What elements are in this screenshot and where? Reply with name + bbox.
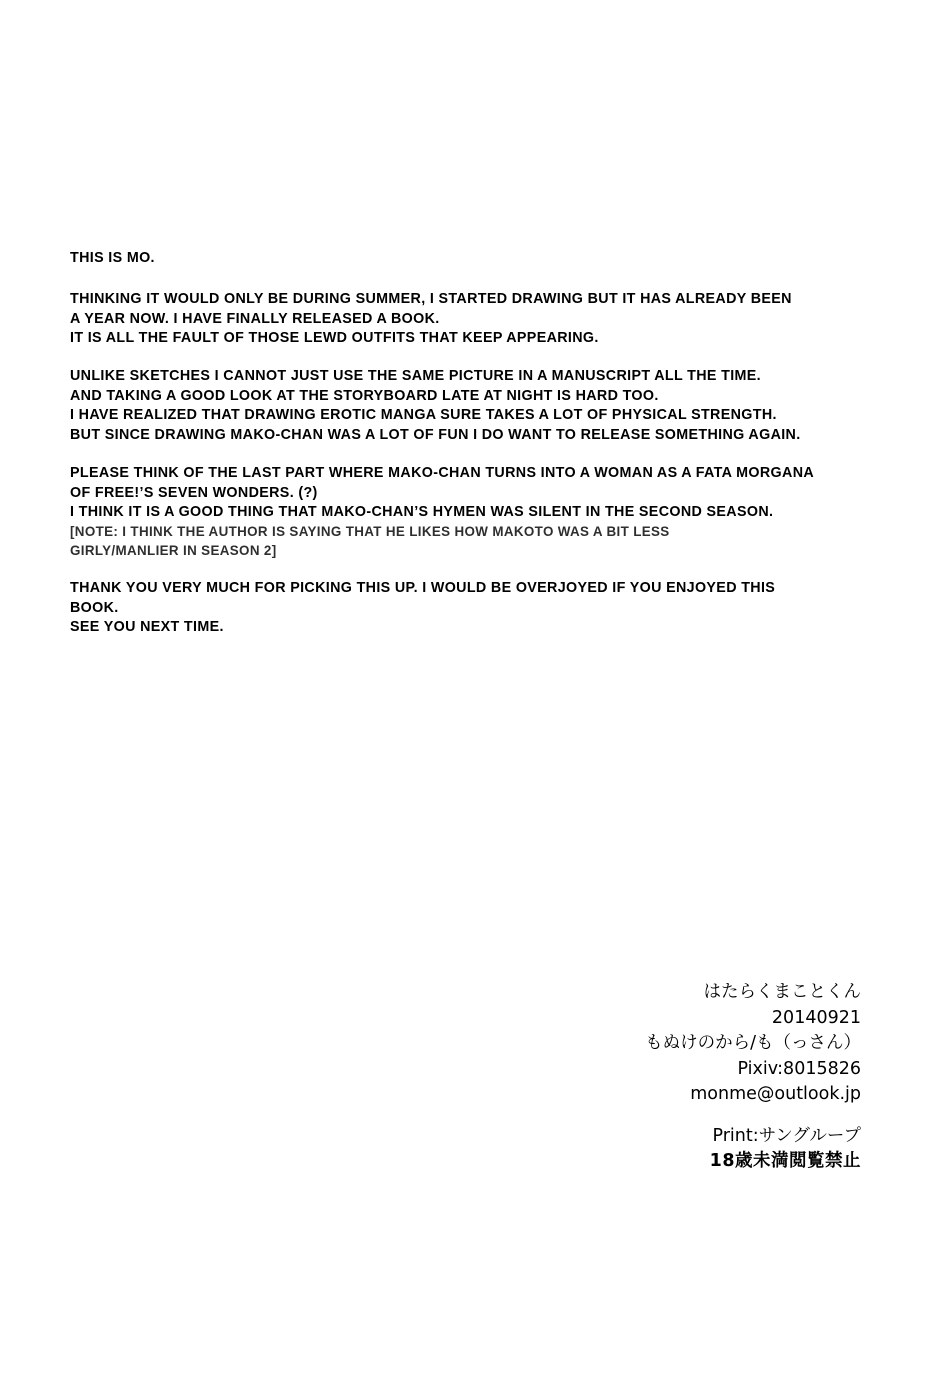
- colophon-spacer: [461, 1108, 861, 1124]
- text-line: THANK YOU VERY MUCH FOR PICKING THIS UP. I WOULD BE OVERJOYED IF YOU ENJOYED THIS: [70, 578, 776, 596]
- text-line: OF FREE!’S SEVEN WONDERS. (?): [70, 483, 318, 501]
- afterword-paragraph-greeting: [70, 248, 860, 268]
- translator-note-line: [NOTE: I THINK THE AUTHOR IS SAYING THAT HE LIKES HOW MAKOTO WAS A BIT LESS: [70, 522, 670, 539]
- text-line: BOOK.: [70, 598, 119, 616]
- text-line: A YEAR NOW. I HAVE FINALLY RELEASED A BOOK.: [70, 309, 440, 327]
- afterword-paragraph-story-note: [70, 463, 860, 562]
- afterword-paragraph-process: [70, 366, 860, 445]
- text-line: I THINK IT IS A GOOD THING THAT MAKO-CHAN’S HYMEN WAS SILENT IN THE SECOND SEASON.: [70, 503, 774, 521]
- text-line: I HAVE REALIZED THAT DRAWING EROTIC MANGA SURE TAKES A LOT OF PHYSICAL STRENGTH.: [70, 406, 777, 424]
- colophon-block: [461, 980, 861, 1175]
- colophon-age-warning: 18歳未満閲覧禁止: [709, 1151, 861, 1171]
- text-line: SEE YOU NEXT TIME.: [70, 618, 224, 636]
- text-line: THIS IS MO.: [70, 249, 155, 267]
- afterword-paragraph-intro: [70, 289, 860, 348]
- text-line: UNLIKE SKETCHES I CANNOT JUST USE THE SAME PICTURE IN A MANUSCRIPT ALL THE TIME.: [70, 367, 761, 385]
- translator-note-line: GIRLY/MANLIER IN SEASON 2]: [70, 542, 277, 559]
- text-line: BUT SINCE DRAWING MAKO-CHAN WAS A LOT OF FUN I DO WANT TO RELEASE SOMETHING AGAIN.: [70, 426, 801, 444]
- colophon-email: monme@outlook.jp: [690, 1084, 861, 1104]
- colophon-title: はたらくまことくん: [703, 982, 861, 1002]
- colophon-printer: Print:サングループ: [712, 1125, 861, 1146]
- afterword-text-block: [70, 248, 860, 634]
- colophon-date: 20140921: [771, 1007, 861, 1028]
- text-line: PLEASE THINK OF THE LAST PART WHERE MAKO-CHAN TURNS INTO A WOMAN AS A FATA MORGANA: [70, 463, 815, 481]
- text-line: IT IS ALL THE FAULT OF THOSE LEWD OUTFITS THAT KEEP APPEARING.: [70, 329, 599, 347]
- text-line: AND TAKING A GOOD LOOK AT THE STORYBOARD LATE AT NIGHT IS HARD TOO.: [70, 387, 659, 405]
- text-line: THINKING IT WOULD ONLY BE DURING SUMMER, I STARTED DRAWING BUT IT HAS ALREADY BEEN: [70, 289, 792, 307]
- afterword-paragraph-thanks: [70, 578, 860, 637]
- colophon-pixiv-id: Pixiv:8015826: [737, 1058, 861, 1079]
- colophon-circle-artist: もぬけのから/も（っさん）: [645, 1033, 861, 1053]
